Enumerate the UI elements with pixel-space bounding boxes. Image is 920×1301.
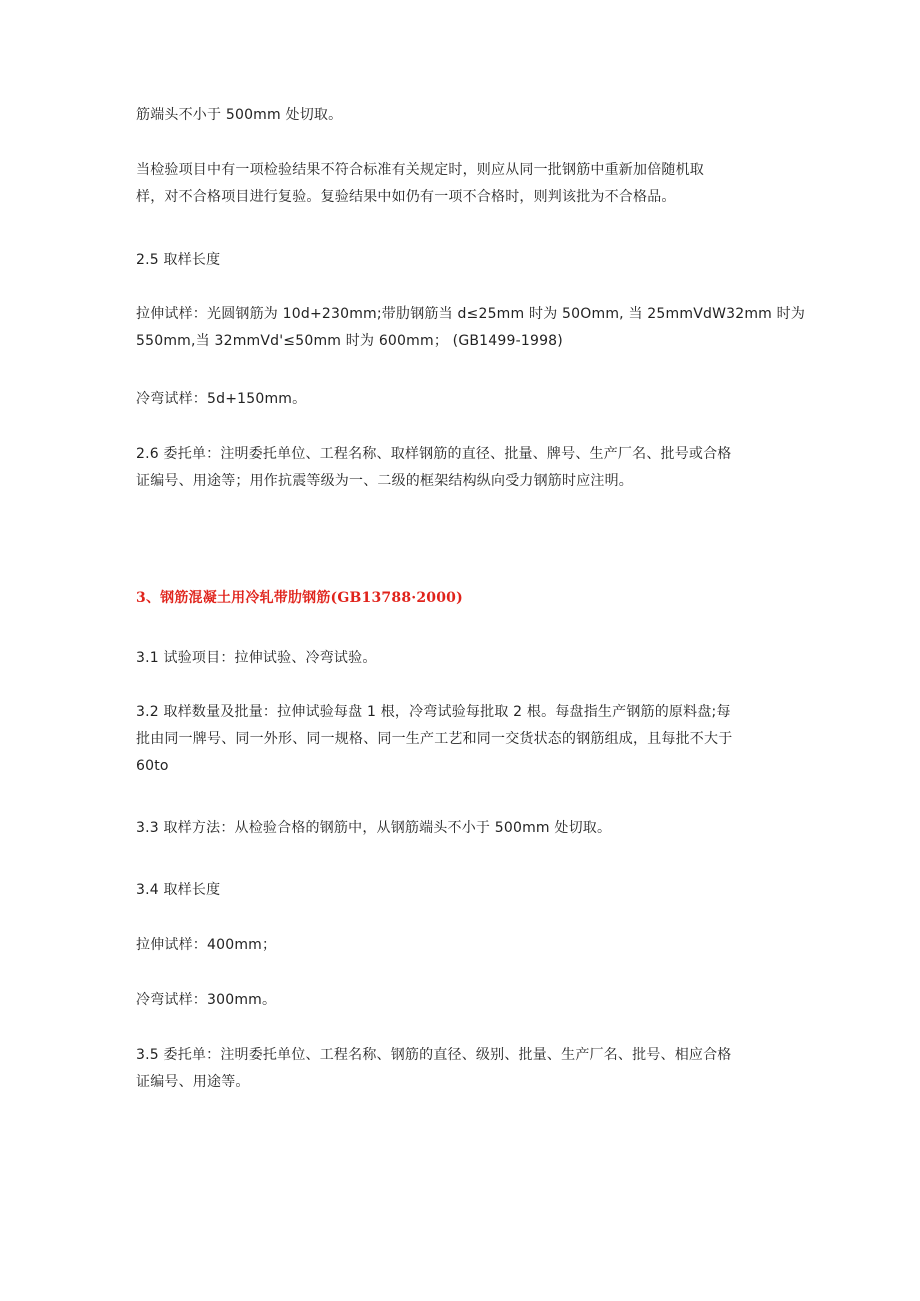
paragraph-bend-300	[136, 987, 788, 1014]
heading-text: 3、钢筋混凝土用冷轧带肋钢筋(GB13788·2000)	[136, 590, 463, 606]
section-2-5-title	[136, 247, 788, 274]
text-line: 3.5 委托单：注明委托单位、工程名称、钢筋的直径、级别、批量、生产厂名、批号、相应合格	[136, 1047, 732, 1063]
text-line: 2.5 取样长度	[136, 252, 221, 268]
text-line: 60to	[136, 758, 169, 774]
section-3-1-test-items	[136, 645, 788, 672]
text-line: 当检验项目中有一项检验结果不符合标准有关规定时，则应从同一批钢筋中重新加倍随机取	[136, 162, 704, 178]
section-3-2-sample-quantity	[136, 699, 788, 780]
text-line: 批由同一牌号、同一外形、同一规格、同一生产工艺和同一交货状态的钢筋组成，且每批不大于	[136, 731, 733, 747]
text-line: 证编号、用途等；用作抗震等级为一、二级的框架结构纵向受力钢筋时应注明。	[136, 473, 633, 489]
text-line: 2.6 委托单：注明委托单位、工程名称、取样钢筋的直径、批量、牌号、生产厂名、批号或合格	[136, 446, 732, 462]
paragraph-tensile-400	[136, 932, 788, 959]
text-line: 证编号、用途等。	[136, 1074, 250, 1090]
text-line: 冷弯试样：5d+150mm。	[136, 391, 307, 407]
text-line: 冷弯试样：300mm。	[136, 992, 277, 1008]
text-line: 3.3 取样方法：从检验合格的钢筋中，从钢筋端头不小于 500mm 处切取。	[136, 820, 612, 836]
section-3-4-title	[136, 877, 788, 904]
text-line: 3.4 取样长度	[136, 882, 221, 898]
text-line: 拉伸试样：400mm；	[136, 937, 277, 953]
text-line: 样，对不合格项目进行复验。复验结果中如仍有一项不合格时，则判该批为不合格品。	[136, 189, 676, 205]
paragraph-retest-rule	[136, 157, 788, 211]
text-line: 550mm,当 32mmVd'≤50mm 时为 600mm； (GB1499-1998)	[136, 333, 563, 349]
section-2-6-order-form	[136, 441, 788, 495]
text-line: 拉伸试样：光圆钢筋为 10d+230mm;带肋钢筋当 d≤25mm 时为 50Omm, 当 25mmVdW32mm 时为	[136, 306, 806, 322]
text-line: 3.2 取样数量及批量：拉伸试验每盘 1 根，冷弯试验每批取 2 根。每盘指生产钢筋的原料盘;每	[136, 704, 731, 720]
section-3-5-order-form	[136, 1042, 788, 1096]
paragraph-cut-position	[136, 102, 788, 129]
text-line: 筋端头不小于 500mm 处切取。	[136, 107, 343, 123]
paragraph-tensile-sample-length	[136, 301, 806, 355]
text-line: 3.1 试验项目：拉伸试验、冷弯试验。	[136, 650, 377, 666]
section-3-heading	[136, 585, 788, 612]
section-3-3-sample-method	[136, 815, 788, 842]
paragraph-bend-sample-length	[136, 386, 788, 413]
